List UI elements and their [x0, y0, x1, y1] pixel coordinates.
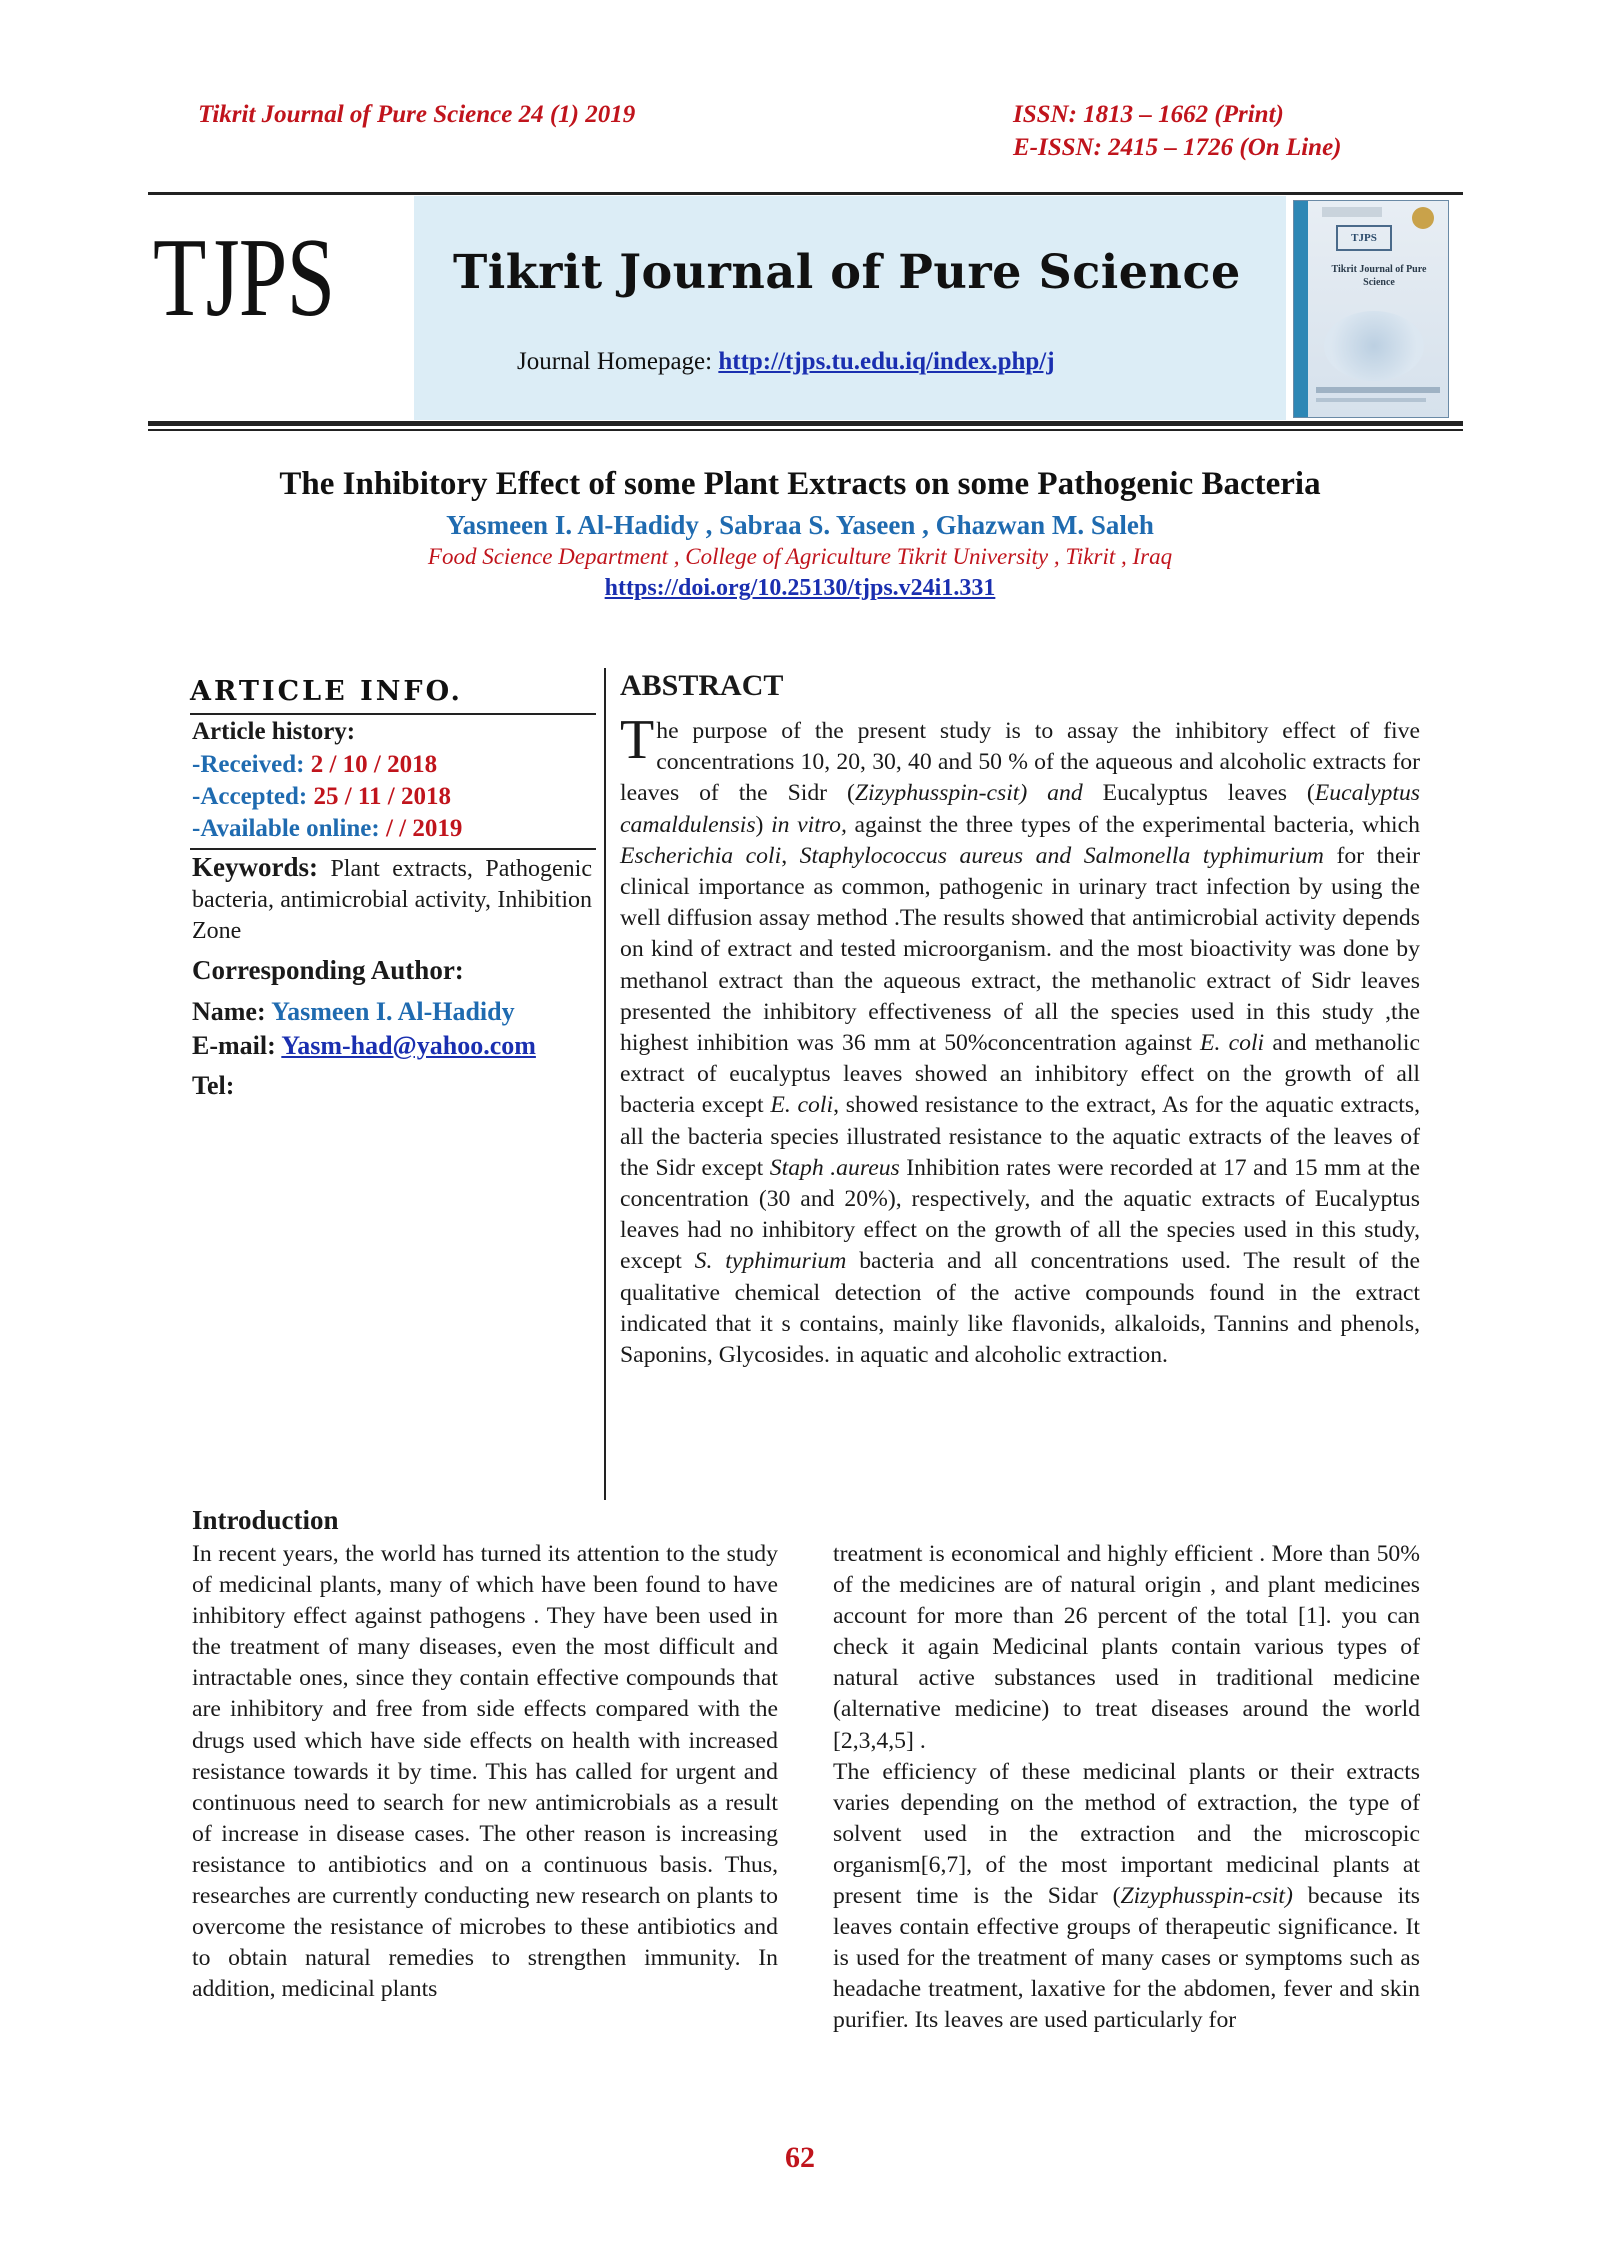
banner-top-rule [148, 192, 1463, 195]
received-label: -Received: [192, 751, 305, 778]
cover-watermark-icon [1324, 311, 1424, 381]
paper-title: The Inhibitory Effect of some Plant Extracts on some Pathogenic Bacteria [279, 466, 1321, 502]
article-info-rule [190, 713, 596, 715]
abstract-heading: ABSTRACT [620, 669, 784, 702]
doi-line [0, 575, 1600, 602]
cover-header-strip [1322, 207, 1382, 217]
running-header-issn-online: E-ISSN: 2415 – 1726 (On Line) [1013, 134, 1342, 161]
column-divider [604, 668, 606, 1500]
banner-bottom-rule [148, 421, 1463, 426]
intro-right-paragraph-1: treatment is economical and highly efficient . More than 50% of the medicines are of natural origin , and plant medicines account for more than 26 percent of the total [1]. you can check it again Medicinal plants contain various types of natural active substances used in traditional medicine (alternative medicine) to treat diseases around the world [2,3,4,5] . [833, 1541, 1420, 1754]
keywords-value: Plant extracts, Pathogenic bacteria, antimicrobial activity, Inhibition Zone [192, 856, 592, 944]
introduction-heading: Introduction [192, 1505, 339, 1535]
accepted-date [192, 783, 451, 811]
cover-title: Tikrit Journal of Pure Science [1331, 264, 1427, 288]
banner-bottom-rule-thin [148, 429, 1463, 431]
article-history-label: Article history: [192, 718, 356, 745]
corresponding-name [192, 997, 515, 1027]
received-value: 2 / 10 / 2018 [310, 751, 438, 778]
introduction-right-column [833, 1539, 1420, 2037]
corresponding-author-label: Corresponding Author: [192, 955, 464, 985]
cover-footer-line [1316, 387, 1440, 393]
homepage-link[interactable]: http://tjps.tu.edu.iq/index.php/j [718, 348, 1055, 375]
corresponding-tel-label: Tel: [192, 1071, 235, 1100]
article-info-heading: ARTICLE INFO. [190, 676, 463, 707]
page-number: 62 [785, 2141, 815, 2174]
available-label: -Available online: [192, 815, 380, 842]
cover-badge: TJPS [1336, 225, 1392, 251]
cover-spine [1294, 201, 1308, 417]
doi-link[interactable]: https://doi.org/10.25130/tjps.v24i1.331 [604, 575, 996, 601]
accepted-value: 25 / 11 / 2018 [313, 783, 451, 810]
name-value: Yasmeen I. Al-Hadidy [271, 997, 515, 1026]
running-header-journal: Tikrit Journal of Pure Science 24 (1) 2019 [198, 101, 636, 128]
banner-panel [414, 196, 1286, 420]
running-header-issn-print: ISSN: 1813 – 1662 (Print) [1013, 101, 1284, 128]
email-label: E-mail: [192, 1031, 276, 1060]
abstract-body: The purpose of the present study is to assay the inhibitory effect of five concentrations 10, 20, 30, 40 and 50 % of the aqueous and alcoholic extracts for leaves of the Sidr (Zizyphusspin-csit) and Eucalyptus leaves (Eucalyptus camaldulensis) in vitro, against the three types of the experimental bacteria, which Escherichia coli, Staphylococcus aureus and Salmonella typhimurium for their clinical importance as common, pathogenic in urinary tract infection by using the well diffusion assay method .The results showed that antimicrobial activity depends on kind of extract and tested microorganism. and the most bioactivity was done by methanol extract than the aqueous extract, the methanolic extract of Sidr leaves presented the inhibitory effectiveness of all the species used in this study ,the highest inhibition was 36 mm at 50%concentration against E. coli and methanolic extract of eucalyptus leaves showed an inhibitory effect on the growth of all bacteria except E. coli, showed resistance to the extract, As for the aquatic extracts, all the bacteria species illustrated resistance to the aquatic extracts of the leaves of the Sidr except Staph .aureus Inhibition rates were recorded at 17 and 15 mm at the concentration (30 and 20%), respectively, and the aquatic extracts of Eucalyptus leaves had no inhibitory effect on the growth of all the species used in this study, except S. typhimurium bacteria and all concentrations used. The result of the qualitative chemical detection of the active compounds found in the extract indicated that it s contains, mainly like flavonids, alkaloids, Tannins and phenols, Saponins, Glycosides. in aquatic and alcoholic extraction. [620, 709, 1421, 1369]
article-info-rule-2 [190, 848, 596, 850]
abstract-dropcap: T [620, 709, 655, 771]
cover-footer-line [1316, 398, 1426, 402]
corresponding-email [192, 1031, 536, 1061]
cover-emblem-icon [1412, 207, 1434, 229]
email-link[interactable]: Yasm-had@yahoo.com [281, 1031, 536, 1060]
journal-homepage [517, 348, 1055, 376]
intro-right-paragraph-2: The efficiency of these medicinal plants or their extracts varies depending on the method of extraction, the type of solvent used in the extraction and the microscopic organism[6,7], of the most important medicinal plants at present time is the Sidar (Zizyphusspin-csit) because its leaves contain effective groups of therapeutic significance. It is used for the treatment of many cases or symptoms such as headache treatment, laxative for the abdomen, fever and skin purifier. Its leaves are used particularly for [833, 1758, 1420, 2034]
available-online-date [192, 815, 462, 843]
introduction-left-column: In recent years, the world has turned its attention to the study of medicinal plants, many of which have been found to have inhibitory effect against pathogens . They have been used in the treatment of many diseases, even the most difficult and intractable ones, since they contain effective compounds that are inhibitory and free from side effects compared with the drugs used which have side effects on health with increased resistance towards it by time. This has called for urgent and continuous need to search for new antimicrobials as a result of increase in disease cases. The other reason is increasing resistance to antibiotics and on a continuous basis. Thus, researches are currently conducting new research on plants to overcome the resistance of microbes to these antibiotics and to obtain natural remedies to strengthen immunity. In addition, medicinal plants [192, 1541, 778, 2003]
homepage-label: Journal Homepage: [517, 348, 713, 375]
received-date [192, 751, 437, 779]
accepted-label: -Accepted: [192, 783, 308, 810]
paper-affiliation: Food Science Department , College of Agriculture Tikrit University , Tikrit , Iraq [427, 544, 1173, 569]
keywords [192, 852, 592, 947]
name-label: Name: [192, 997, 266, 1026]
banner-journal-name: Tikrit Journal of Pure Science [453, 245, 1241, 300]
available-value: / / 2019 [385, 815, 463, 842]
journal-cover-image [1293, 200, 1449, 418]
tjps-logo: TJPS [153, 216, 335, 340]
paper-authors: Yasmeen I. Al-Hadidy , Sabraa S. Yaseen , Ghazwan M. Saleh [446, 510, 1154, 540]
keywords-label: Keywords: [192, 852, 318, 882]
